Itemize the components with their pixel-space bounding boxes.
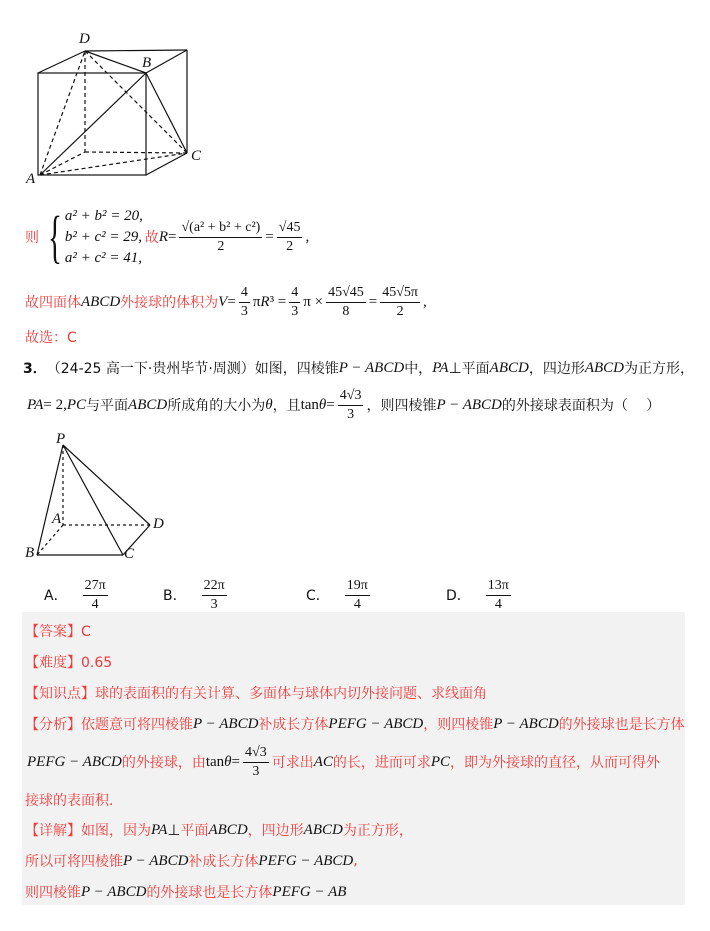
text: ，四边形 [528, 361, 585, 377]
numerator: √(a² + b² + c²) [179, 220, 262, 238]
pyramid-figure [37, 445, 150, 555]
text: 外接球的体积为 [120, 295, 219, 311]
math-expression: P − ABCD [81, 883, 147, 900]
fraction [243, 745, 269, 780]
fraction [277, 220, 303, 255]
denominator: 3 [240, 303, 248, 319]
fraction [338, 388, 364, 423]
numerator: 27π [83, 578, 108, 596]
numerator: 45√5π [380, 285, 420, 303]
math-expression: P − ABCD [193, 715, 259, 732]
pyramid-label-a: A [52, 511, 62, 527]
math-expression: R [158, 228, 169, 245]
text: 则四棱锥 [25, 885, 81, 901]
text: 中， [404, 361, 433, 377]
answer-line [25, 619, 91, 643]
numerator: 22π [202, 578, 227, 596]
math-expression: P − ABCD [493, 715, 559, 732]
analysis-line-3 [25, 788, 113, 812]
equation-system [41, 206, 143, 269]
numerator: 4√3 [338, 388, 364, 406]
math-expression: PEFG − ABCD [328, 715, 424, 732]
option-letter: D． [446, 588, 471, 604]
fraction [486, 578, 511, 613]
question-number: 3． [23, 361, 47, 377]
math-expression: ABCD [128, 396, 168, 413]
option-letter: A． [44, 588, 68, 604]
math-expression: tan [205, 753, 225, 770]
question-3-line-2 [27, 387, 661, 422]
text: 的外接球表面积为（ ） [501, 398, 661, 414]
math-expression: ABCD [584, 359, 625, 376]
text: 所成角的大小为 [167, 398, 266, 414]
math-expression: P − ABCD [123, 852, 189, 869]
math-expression: = [227, 293, 236, 310]
denominator: 3 [291, 303, 299, 319]
math-expression: PC [430, 753, 451, 770]
denominator: 8 [342, 303, 350, 319]
text: 故四面体 [25, 295, 81, 311]
option-b[interactable] [163, 577, 230, 612]
text: ，则四棱锥 [423, 717, 494, 733]
detail-line-1 [25, 818, 413, 842]
text: 为正方形， [342, 823, 413, 839]
math-expression: PA [151, 821, 168, 838]
fraction [380, 285, 420, 320]
cube-label-b: B [142, 55, 152, 71]
fraction [179, 220, 262, 255]
math-expression: tan [300, 396, 319, 413]
denominator: 2 [396, 303, 404, 319]
text: 故 [144, 230, 159, 246]
math-expression: PC [66, 396, 87, 413]
text: 所以可将四棱锥 [25, 854, 123, 870]
text: 【难度】0.65 [25, 655, 113, 671]
denominator: 3 [210, 596, 218, 612]
option-letter: B． [163, 588, 187, 604]
math-expression: ABCD [208, 821, 248, 838]
difficulty-line [25, 650, 112, 674]
fraction [326, 285, 366, 320]
text: 的外接球也是长方体 [146, 885, 273, 901]
text: 平面 [180, 823, 209, 839]
radius-derivation [25, 204, 310, 269]
math-expression: P − ABCD [338, 359, 405, 376]
analysis-line-2 [27, 744, 661, 779]
previous-answer [25, 325, 77, 349]
text: 则 [25, 230, 39, 246]
text: ，即为外接球的直径，从而可得外 [450, 755, 661, 771]
option-letter: C． [306, 588, 330, 604]
fraction [345, 578, 370, 613]
math-expression: PEFG − AB [272, 883, 347, 900]
denominator: 2 [286, 238, 294, 254]
text: 补成长方体 [188, 854, 259, 870]
denominator: 4 [353, 596, 361, 612]
text: 【知识点】球的表面积的有关计算、多面体与球体内切外接问题、求线面角 [25, 686, 487, 702]
math-expression: θ [265, 396, 273, 413]
math-expression: = [168, 228, 177, 245]
fraction [202, 578, 227, 613]
denominator: 3 [347, 406, 355, 422]
cube-label-d: D [79, 31, 90, 47]
math-expression: ABCD [303, 821, 343, 838]
text: 【答案】C [25, 624, 91, 640]
denominator: 2 [217, 238, 225, 254]
question-3-line-1 [23, 356, 694, 380]
cube-figure [38, 50, 187, 175]
fraction [239, 285, 250, 320]
equation: a² + b² = 20, [64, 207, 143, 224]
cube-label-c: C [191, 148, 202, 164]
text: 为正方形， [624, 361, 695, 377]
text: 可求出 [271, 755, 314, 771]
text: 与平面 [86, 398, 129, 414]
math-expression: ⊥ [167, 822, 181, 839]
pyramid-label-b: B [25, 545, 35, 561]
math-expression: , [423, 293, 427, 310]
math-expression: V [218, 293, 228, 310]
numerator: 45√45 [326, 285, 366, 303]
denominator: 4 [494, 596, 502, 612]
pyramid-label-d: D [153, 516, 164, 532]
cube-label-a: A [26, 171, 36, 187]
math-expression: PA [27, 396, 44, 413]
math-expression: θ [224, 753, 232, 770]
text: 的外接球，由 [121, 755, 206, 771]
math-expression: P − ABCD [436, 396, 502, 413]
text: 故选：C [25, 330, 77, 346]
option-d[interactable] [446, 577, 514, 612]
math-expression: = [265, 228, 274, 245]
math-expression: AC [313, 753, 333, 770]
math-expression: = [231, 753, 241, 770]
math-expression: θ [318, 396, 327, 413]
math-expression: = [368, 293, 378, 310]
math-expression: PEFG − ABCD [258, 852, 354, 869]
volume-derivation [25, 284, 427, 319]
knowledge-points-line [25, 681, 487, 705]
numerator: 13π [486, 578, 511, 596]
math-expression: ABCD [489, 359, 529, 376]
math-expression: ³ = [269, 293, 287, 310]
fraction [289, 285, 300, 320]
bottom-fade-overlay [330, 906, 710, 931]
math-expression: π [252, 293, 261, 310]
math-expression: = 2, [43, 396, 67, 413]
text: ，则四棱锥 [366, 398, 437, 414]
numerator: 4 [289, 285, 300, 303]
option-a[interactable] [44, 577, 111, 612]
denominator: 4 [91, 596, 99, 612]
brace-symbol: { [47, 204, 62, 269]
text: （24-25 高一下·贵州毕节·周测）如图，四棱锥 [46, 361, 339, 377]
equation: a² + c² = 41, [64, 249, 142, 266]
math-expression: PEFG − ABCD [27, 753, 122, 770]
text: 补成长方体 [258, 717, 329, 733]
text: , [353, 853, 358, 869]
text: ，且 [272, 398, 301, 414]
pyramid-label-c: C [124, 546, 135, 562]
math-expression: ⊥ [448, 360, 462, 377]
text: ，四边形 [247, 823, 304, 839]
denominator: 3 [252, 763, 260, 779]
numerator: 4 [239, 285, 250, 303]
text: 平面 [461, 361, 490, 377]
math-expression: π × [303, 293, 324, 310]
detail-line-3 [25, 880, 346, 904]
option-c[interactable] [306, 577, 373, 612]
numerator: √45 [277, 220, 303, 238]
equation-list [65, 206, 143, 269]
text: 的外接球也是长方体 [558, 717, 685, 733]
text: 接球的表面积. [25, 793, 114, 809]
numerator: 4√3 [243, 745, 269, 763]
text: 【详解】如图，因为 [25, 823, 151, 839]
text: 【分析】依题意可将四棱锥 [25, 717, 193, 733]
numerator: 19π [345, 578, 370, 596]
fraction [83, 578, 108, 613]
analysis-line-1 [25, 712, 685, 736]
math-expression: = [326, 396, 335, 413]
math-expression: PA [432, 359, 449, 376]
detail-line-2 [25, 849, 358, 873]
text: 的长，进而可求 [332, 755, 431, 771]
math-expression: ABCD [81, 293, 121, 310]
equation: b² + c² = 29, [64, 228, 142, 245]
math-expression: R [260, 293, 270, 310]
math-expression: , [305, 228, 310, 245]
pyramid-label-p: P [56, 431, 66, 447]
